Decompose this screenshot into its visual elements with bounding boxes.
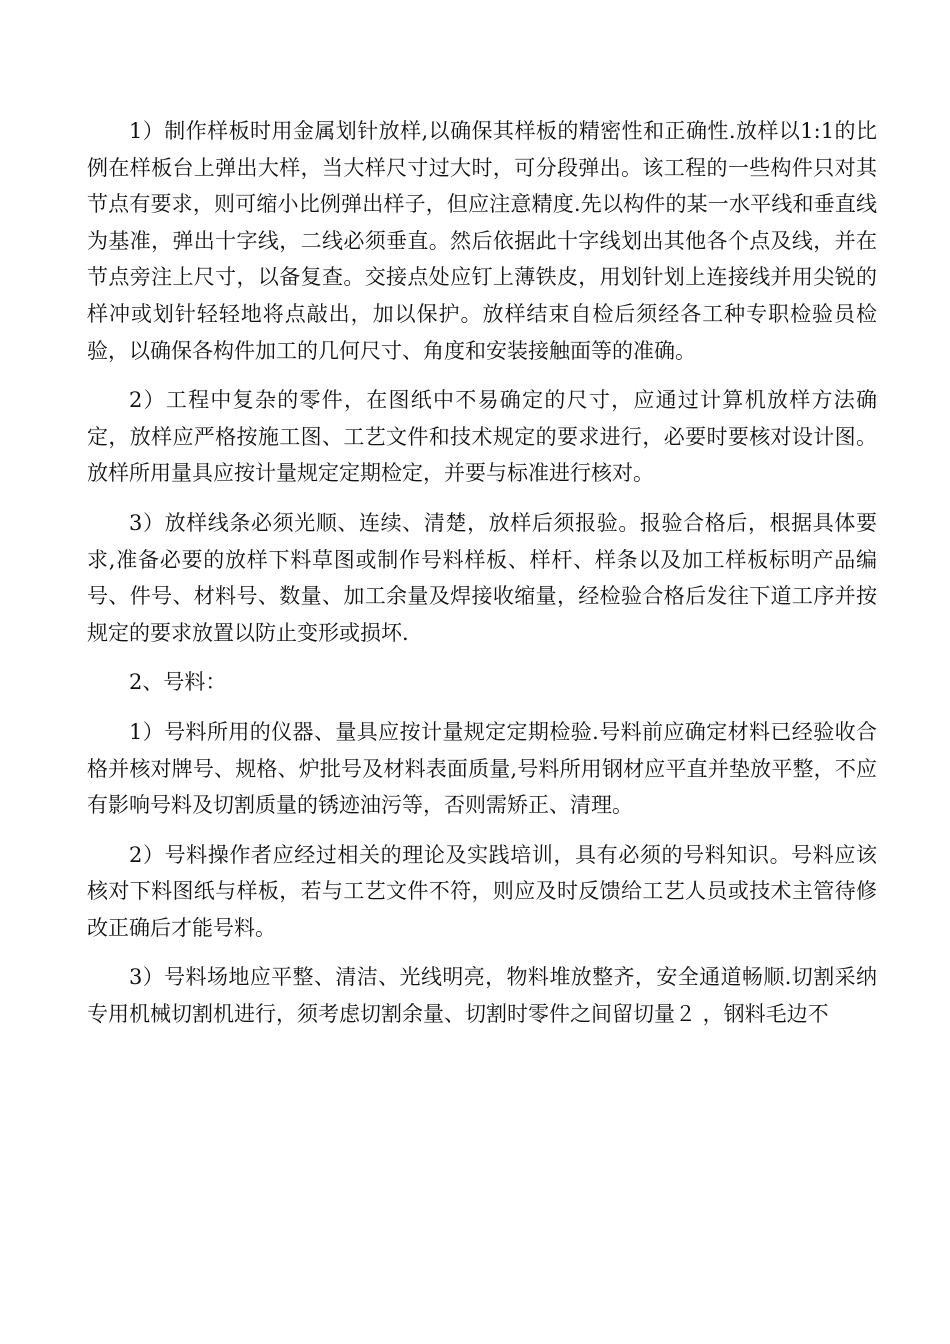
paragraph-lofting-3: 3）放样线条必须光顺、连续、清楚，放样后须报验。报验合格后，根据具体要求,准备必要的放样下料草图或制作号料样板、样杆、样条以及加工样板标明产品编号、件号、材料号、数量、加工余量及焊接收缩量，经检验合格后发往下道工序并按规定的要求放置以防止变形或损坏. — [87, 510, 877, 645]
paragraph-marking-3: 3）号料场地应平整、清洁、光线明亮，物料堆放整齐，安全通道畅顺.切割采纳专用机械切割机进行，须考虑切割余量、切割时零件之间留切量２ ，钢料毛边不 — [87, 965, 877, 1027]
paragraph-marking-2: 2）号料操作者应经过相关的理论及实践培训，具有必须的号料知识。号料应该核对下料图纸与样板，若与工艺文件不符，则应及时反馈给工艺人员或技术主管待修改正确后才能号料。 — [87, 842, 877, 940]
section-heading-marking: 2、号料： — [129, 670, 227, 695]
document-body — [87, 113, 877, 1046]
paragraph-marking-1: 1）号料所用的仪器、量具应按计量规定定期检验.号料前应确定材料已经验收合格并核对牌号、规格、炉批号及材料表面质量,号料所用钢材应平直并垫放平整，不应有影响号料及切割质量的锈迹油污等，否则需矫正、清理。 — [87, 719, 877, 818]
paragraph-lofting-1: 1）制作样板时用金属划针放样,以确保其样板的精密性和正确性.放样以1:1的比例在样板台上弹出大样，当大样尺寸过大时，可分段弹出。该工程的一些构件只对其节点有要求，则可缩小比例弹出样子，但应注意精度.先以构件的某一水平线和垂直线为基准，弹出十字线，二线必须垂直。然后依据此十字线划出其他各个点及线，并在节点旁注上尺寸，以备复查。交接点处应钉上薄铁皮，用划针划上连接线并用尖锐的样冲或划针轻轻地将点敲出，加以保护。放样结束自检后须经各工种专职检验员检验，以确保各构件加工的几何尺寸、角度和安装接触面等的准确。 — [87, 119, 877, 363]
paragraph-lofting-2: 2）工程中复杂的零件，在图纸中不易确定的尺寸，应通过计算机放样方法确定，放样应严格按施工图、工艺文件和技术规定的要求进行，必要时要核对设计图。放样所用量具应按计量规定定期检定，并要与标准进行核对。 — [87, 388, 877, 486]
